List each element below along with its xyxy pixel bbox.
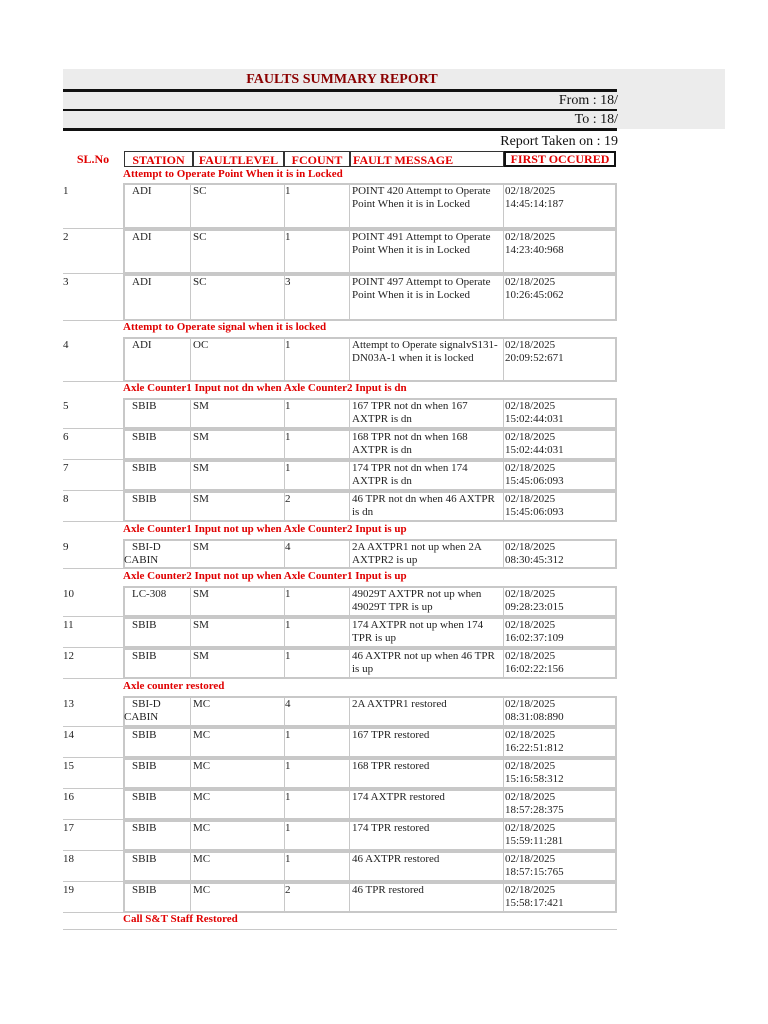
station-line2: CABIN [124, 710, 159, 723]
first-occured-time: 15:45:06:093 [505, 505, 564, 518]
fault-count: 1 [285, 729, 291, 741]
fault-count: 1 [285, 462, 291, 474]
column-divider [503, 229, 504, 274]
column-divider [190, 586, 191, 617]
column-divider [349, 429, 350, 460]
column-divider [190, 789, 191, 820]
sl-no: 7 [63, 462, 69, 474]
sl-no: 19 [63, 884, 74, 896]
first-occured-time: 15:58:17:421 [505, 896, 564, 909]
fault-count: 1 [285, 400, 291, 412]
fault-count: 2 [285, 884, 291, 896]
station: SBIB [132, 791, 157, 803]
first-occured-time: 18:57:15:765 [505, 865, 564, 878]
column-divider [349, 820, 350, 851]
fault-level: MC [193, 884, 211, 896]
station: SBIB [132, 619, 157, 631]
fault-message-line2: is up [352, 662, 374, 675]
col-header-slno: SL.No [76, 152, 110, 166]
first-occured-date: 02/18/2025 [505, 822, 556, 834]
fault-count: 3 [285, 276, 291, 288]
sl-no: 10 [63, 588, 74, 600]
column-divider [503, 586, 504, 617]
column-divider [349, 337, 350, 382]
row-line [63, 381, 123, 382]
first-occured-date: 02/18/2025 [505, 698, 556, 710]
column-divider [349, 586, 350, 617]
first-occured-time: 08:31:08:890 [505, 710, 564, 723]
fault-message: Attempt to Operate signalvS131- [352, 339, 498, 351]
column-divider [349, 398, 350, 429]
fault-level: MC [193, 791, 211, 803]
station: ADI [132, 231, 152, 243]
fault-level: MC [193, 822, 211, 834]
column-divider [349, 617, 350, 648]
group-title: Axle Counter1 Input not dn when Axle Counter2 Input is dn [123, 382, 407, 394]
fault-level: SM [193, 431, 209, 443]
first-occured-time: 15:16:58:312 [505, 772, 564, 785]
fault-message: 167 TPR restored [352, 729, 430, 741]
first-occured-date: 02/18/2025 [505, 185, 556, 197]
column-divider [349, 229, 350, 274]
first-occured-time: 15:02:44:031 [505, 412, 564, 425]
row-line [63, 616, 123, 617]
column-divider [503, 337, 504, 382]
fault-count: 1 [285, 760, 291, 772]
sl-no: 16 [63, 791, 74, 803]
group-title: Attempt to Operate Point When it is in Locked [123, 168, 343, 180]
fault-message: POINT 491 Attempt to Operate [352, 231, 491, 243]
sl-no: 11 [63, 619, 74, 631]
fault-message-line2: DN03A-1 when it is locked [352, 351, 474, 364]
fault-message-line2: Point When it is in Locked [352, 243, 471, 256]
fault-level: SM [193, 493, 209, 505]
station: SBI-D [132, 541, 161, 553]
column-divider [503, 820, 504, 851]
fault-level: MC [193, 853, 211, 865]
column-divider [503, 491, 504, 522]
fault-level: SM [193, 462, 209, 474]
column-divider [190, 820, 191, 851]
column-divider [349, 274, 350, 321]
fault-level: SM [193, 541, 209, 553]
fault-level: SM [193, 619, 209, 631]
column-divider [190, 696, 191, 727]
fault-level: SC [193, 231, 207, 243]
station: SBIB [132, 729, 157, 741]
column-divider [503, 429, 504, 460]
col-header-station: STATION [124, 151, 193, 167]
fault-message-line2: AXTPR2 is up [352, 553, 418, 566]
row-line [63, 428, 123, 429]
row-line [63, 788, 123, 789]
station: ADI [132, 185, 152, 197]
column-divider [190, 758, 191, 789]
fault-message: 174 AXTPR not up when 174 [352, 619, 484, 631]
sl-no: 4 [63, 339, 69, 351]
column-divider [349, 183, 350, 229]
row-line [63, 881, 123, 882]
fault-level: OC [193, 339, 209, 351]
first-occured-time: 15:59:11:281 [505, 834, 564, 847]
row-line [63, 757, 123, 758]
column-divider [349, 696, 350, 727]
sl-no: 2 [63, 231, 69, 243]
column-divider [503, 758, 504, 789]
first-occured-time: 08:30:45:312 [505, 553, 564, 566]
col-header-fault-message: FAULT MESSAGE [350, 151, 504, 167]
first-occured-time: 14:45:14:187 [505, 197, 564, 210]
column-divider [503, 727, 504, 758]
fault-count: 2 [285, 493, 291, 505]
row-line [63, 273, 123, 274]
divider [63, 89, 617, 92]
fault-level: SC [193, 276, 207, 288]
station: SBIB [132, 462, 157, 474]
fault-message-line2: AXTPR is dn [352, 443, 412, 456]
column-divider [349, 491, 350, 522]
column-divider [503, 617, 504, 648]
group-title: Axle counter restored [123, 680, 225, 692]
row-line [63, 819, 123, 820]
sl-no: 15 [63, 760, 74, 772]
sl-no: 12 [63, 650, 74, 662]
first-occured-date: 02/18/2025 [505, 339, 556, 351]
column-divider [190, 183, 191, 229]
column-divider [190, 617, 191, 648]
first-occured-date: 02/18/2025 [505, 729, 556, 741]
first-occured-date: 02/18/2025 [505, 619, 556, 631]
row-line [63, 647, 123, 648]
group-title: Axle Counter1 Input not up when Axle Counter2 Input is up [123, 523, 407, 535]
first-occured-date: 02/18/2025 [505, 231, 556, 243]
sl-no: 8 [63, 493, 69, 505]
fault-message-line2: Point When it is in Locked [352, 288, 471, 301]
first-occured-date: 02/18/2025 [505, 276, 556, 288]
col-header-fcount: FCOUNT [284, 151, 350, 167]
report-taken-on: Report Taken on : 19 [500, 134, 618, 149]
fault-message: 168 TPR restored [352, 760, 430, 772]
fault-count: 1 [285, 619, 291, 631]
sl-no: 17 [63, 822, 74, 834]
fault-message: 174 TPR not dn when 174 [352, 462, 468, 474]
fault-message: POINT 497 Attempt to Operate [352, 276, 491, 288]
row-line [63, 850, 123, 851]
fault-message: 46 AXTPR restored [352, 853, 440, 865]
station: ADI [132, 276, 152, 288]
column-divider [190, 274, 191, 321]
first-occured-date: 02/18/2025 [505, 541, 556, 553]
fault-message: 168 TPR not dn when 168 [352, 431, 468, 443]
row-line [63, 228, 123, 229]
column-divider [349, 648, 350, 679]
column-divider [503, 851, 504, 882]
fault-message: 167 TPR not dn when 167 [352, 400, 468, 412]
first-occured-date: 02/18/2025 [505, 588, 556, 600]
fault-level: SM [193, 588, 209, 600]
station: LC-308 [132, 588, 167, 600]
column-divider [190, 648, 191, 679]
divider [63, 128, 617, 131]
column-divider [190, 539, 191, 569]
group-title: Call S&T Staff Restored [123, 913, 238, 925]
column-divider [503, 460, 504, 491]
fault-message-line2: is dn [352, 505, 374, 518]
column-divider [503, 183, 504, 229]
first-occured-date: 02/18/2025 [505, 650, 556, 662]
sl-no: 9 [63, 541, 69, 553]
fault-count: 1 [285, 822, 291, 834]
row-line [63, 726, 123, 727]
first-occured-date: 02/18/2025 [505, 400, 556, 412]
station: SBIB [132, 884, 157, 896]
column-divider [503, 789, 504, 820]
fault-count: 4 [285, 541, 291, 553]
first-occured-time: 18:57:28:375 [505, 803, 564, 816]
group-title: Axle Counter2 Input not up when Axle Counter1 Input is up [123, 570, 407, 582]
sl-no: 1 [63, 185, 69, 197]
fault-count: 1 [285, 650, 291, 662]
row-line [63, 459, 123, 460]
fault-count: 1 [285, 431, 291, 443]
first-occured-time: 16:22:51:812 [505, 741, 564, 754]
station: SBIB [132, 822, 157, 834]
row-line [63, 521, 123, 522]
first-occured-date: 02/18/2025 [505, 431, 556, 443]
sl-no: 18 [63, 853, 74, 865]
first-occured-time: 15:45:06:093 [505, 474, 564, 487]
fault-message-line2: AXTPR is dn [352, 474, 412, 487]
row-line [63, 912, 123, 913]
first-occured-date: 02/18/2025 [505, 853, 556, 865]
fault-level: SM [193, 650, 209, 662]
column-divider [503, 398, 504, 429]
first-occured-date: 02/18/2025 [505, 791, 556, 803]
column-divider [190, 229, 191, 274]
column-divider [190, 491, 191, 522]
first-occured-time: 20:09:52:671 [505, 351, 564, 364]
row-line [63, 678, 123, 679]
fault-message: 174 TPR restored [352, 822, 430, 834]
column-divider [349, 727, 350, 758]
fault-count: 1 [285, 185, 291, 197]
row-line [63, 490, 123, 491]
fault-level: MC [193, 729, 211, 741]
sl-no: 3 [63, 276, 69, 288]
to-date: To : 18/ [574, 112, 618, 127]
station: SBIB [132, 431, 157, 443]
first-occured-time: 14:23:40:968 [505, 243, 564, 256]
station: SBIB [132, 760, 157, 772]
first-occured-time: 09:28:23:015 [505, 600, 564, 613]
fault-count: 1 [285, 231, 291, 243]
column-divider [349, 789, 350, 820]
fault-level: MC [193, 760, 211, 772]
divider [63, 109, 617, 111]
column-divider [349, 539, 350, 569]
fault-message: 46 TPR restored [352, 884, 424, 896]
column-divider [190, 337, 191, 382]
fault-message: 2A AXTPR1 restored [352, 698, 447, 710]
first-occured-time: 10:26:45:062 [505, 288, 564, 301]
fault-count: 1 [285, 791, 291, 803]
fault-count: 1 [285, 853, 291, 865]
column-divider [190, 429, 191, 460]
column-divider [503, 274, 504, 321]
column-divider [503, 539, 504, 569]
first-occured-time: 16:02:22:156 [505, 662, 564, 675]
fault-message-line2: TPR is up [352, 631, 397, 644]
col-header-first-occured: FIRST OCCURED [504, 151, 616, 167]
fault-count: 4 [285, 698, 291, 710]
first-occured-time: 15:02:44:031 [505, 443, 564, 456]
sl-no: 14 [63, 729, 74, 741]
fault-message: 2A AXTPR1 not up when 2A [352, 541, 482, 553]
column-divider [190, 882, 191, 913]
column-divider [190, 851, 191, 882]
group-title: Attempt to Operate signal when it is locked [123, 321, 327, 333]
fault-message: POINT 420 Attempt to Operate [352, 185, 491, 197]
row-line [63, 568, 123, 569]
fault-message: 46 AXTPR not up when 46 TPR [352, 650, 495, 662]
sl-no: 6 [63, 431, 69, 443]
column-divider [503, 648, 504, 679]
fault-message: 46 TPR not dn when 46 AXTPR [352, 493, 495, 505]
col-header-faultlevel: FAULTLEVEL [193, 151, 284, 167]
from-date: From : 18/ [558, 93, 618, 108]
fault-level: MC [193, 698, 211, 710]
first-occured-date: 02/18/2025 [505, 462, 556, 474]
column-divider [349, 758, 350, 789]
station: SBIB [132, 493, 157, 505]
station: SBI-D [132, 698, 161, 710]
fault-count: 1 [285, 339, 291, 351]
station: SBIB [132, 650, 157, 662]
column-divider [503, 696, 504, 727]
row-line [63, 320, 123, 321]
column-divider [349, 460, 350, 491]
column-divider [503, 882, 504, 913]
fault-message-line2: 49029T TPR is up [352, 600, 433, 613]
station: SBIB [132, 400, 157, 412]
fault-count: 1 [285, 588, 291, 600]
column-divider [190, 398, 191, 429]
station: SBIB [132, 853, 157, 865]
first-occured-time: 16:02:37:109 [505, 631, 564, 644]
first-occured-date: 02/18/2025 [505, 884, 556, 896]
station-line2: CABIN [124, 553, 159, 566]
fault-message-line2: Point When it is in Locked [352, 197, 471, 210]
table-bottom-rule [63, 929, 617, 930]
sl-no: 5 [63, 400, 69, 412]
fault-level: SC [193, 185, 207, 197]
fault-level: SM [193, 400, 209, 412]
fault-message: 174 AXTPR restored [352, 791, 445, 803]
fault-message: 49029T AXTPR not up when [352, 588, 482, 600]
report-title: FAULTS SUMMARY REPORT [246, 72, 438, 87]
column-divider [349, 851, 350, 882]
first-occured-date: 02/18/2025 [505, 760, 556, 772]
column-divider [190, 460, 191, 491]
column-divider [190, 727, 191, 758]
first-occured-date: 02/18/2025 [505, 493, 556, 505]
fault-message-line2: AXTPR is dn [352, 412, 412, 425]
sl-no: 13 [63, 698, 74, 710]
station: ADI [132, 339, 152, 351]
column-divider [349, 882, 350, 913]
